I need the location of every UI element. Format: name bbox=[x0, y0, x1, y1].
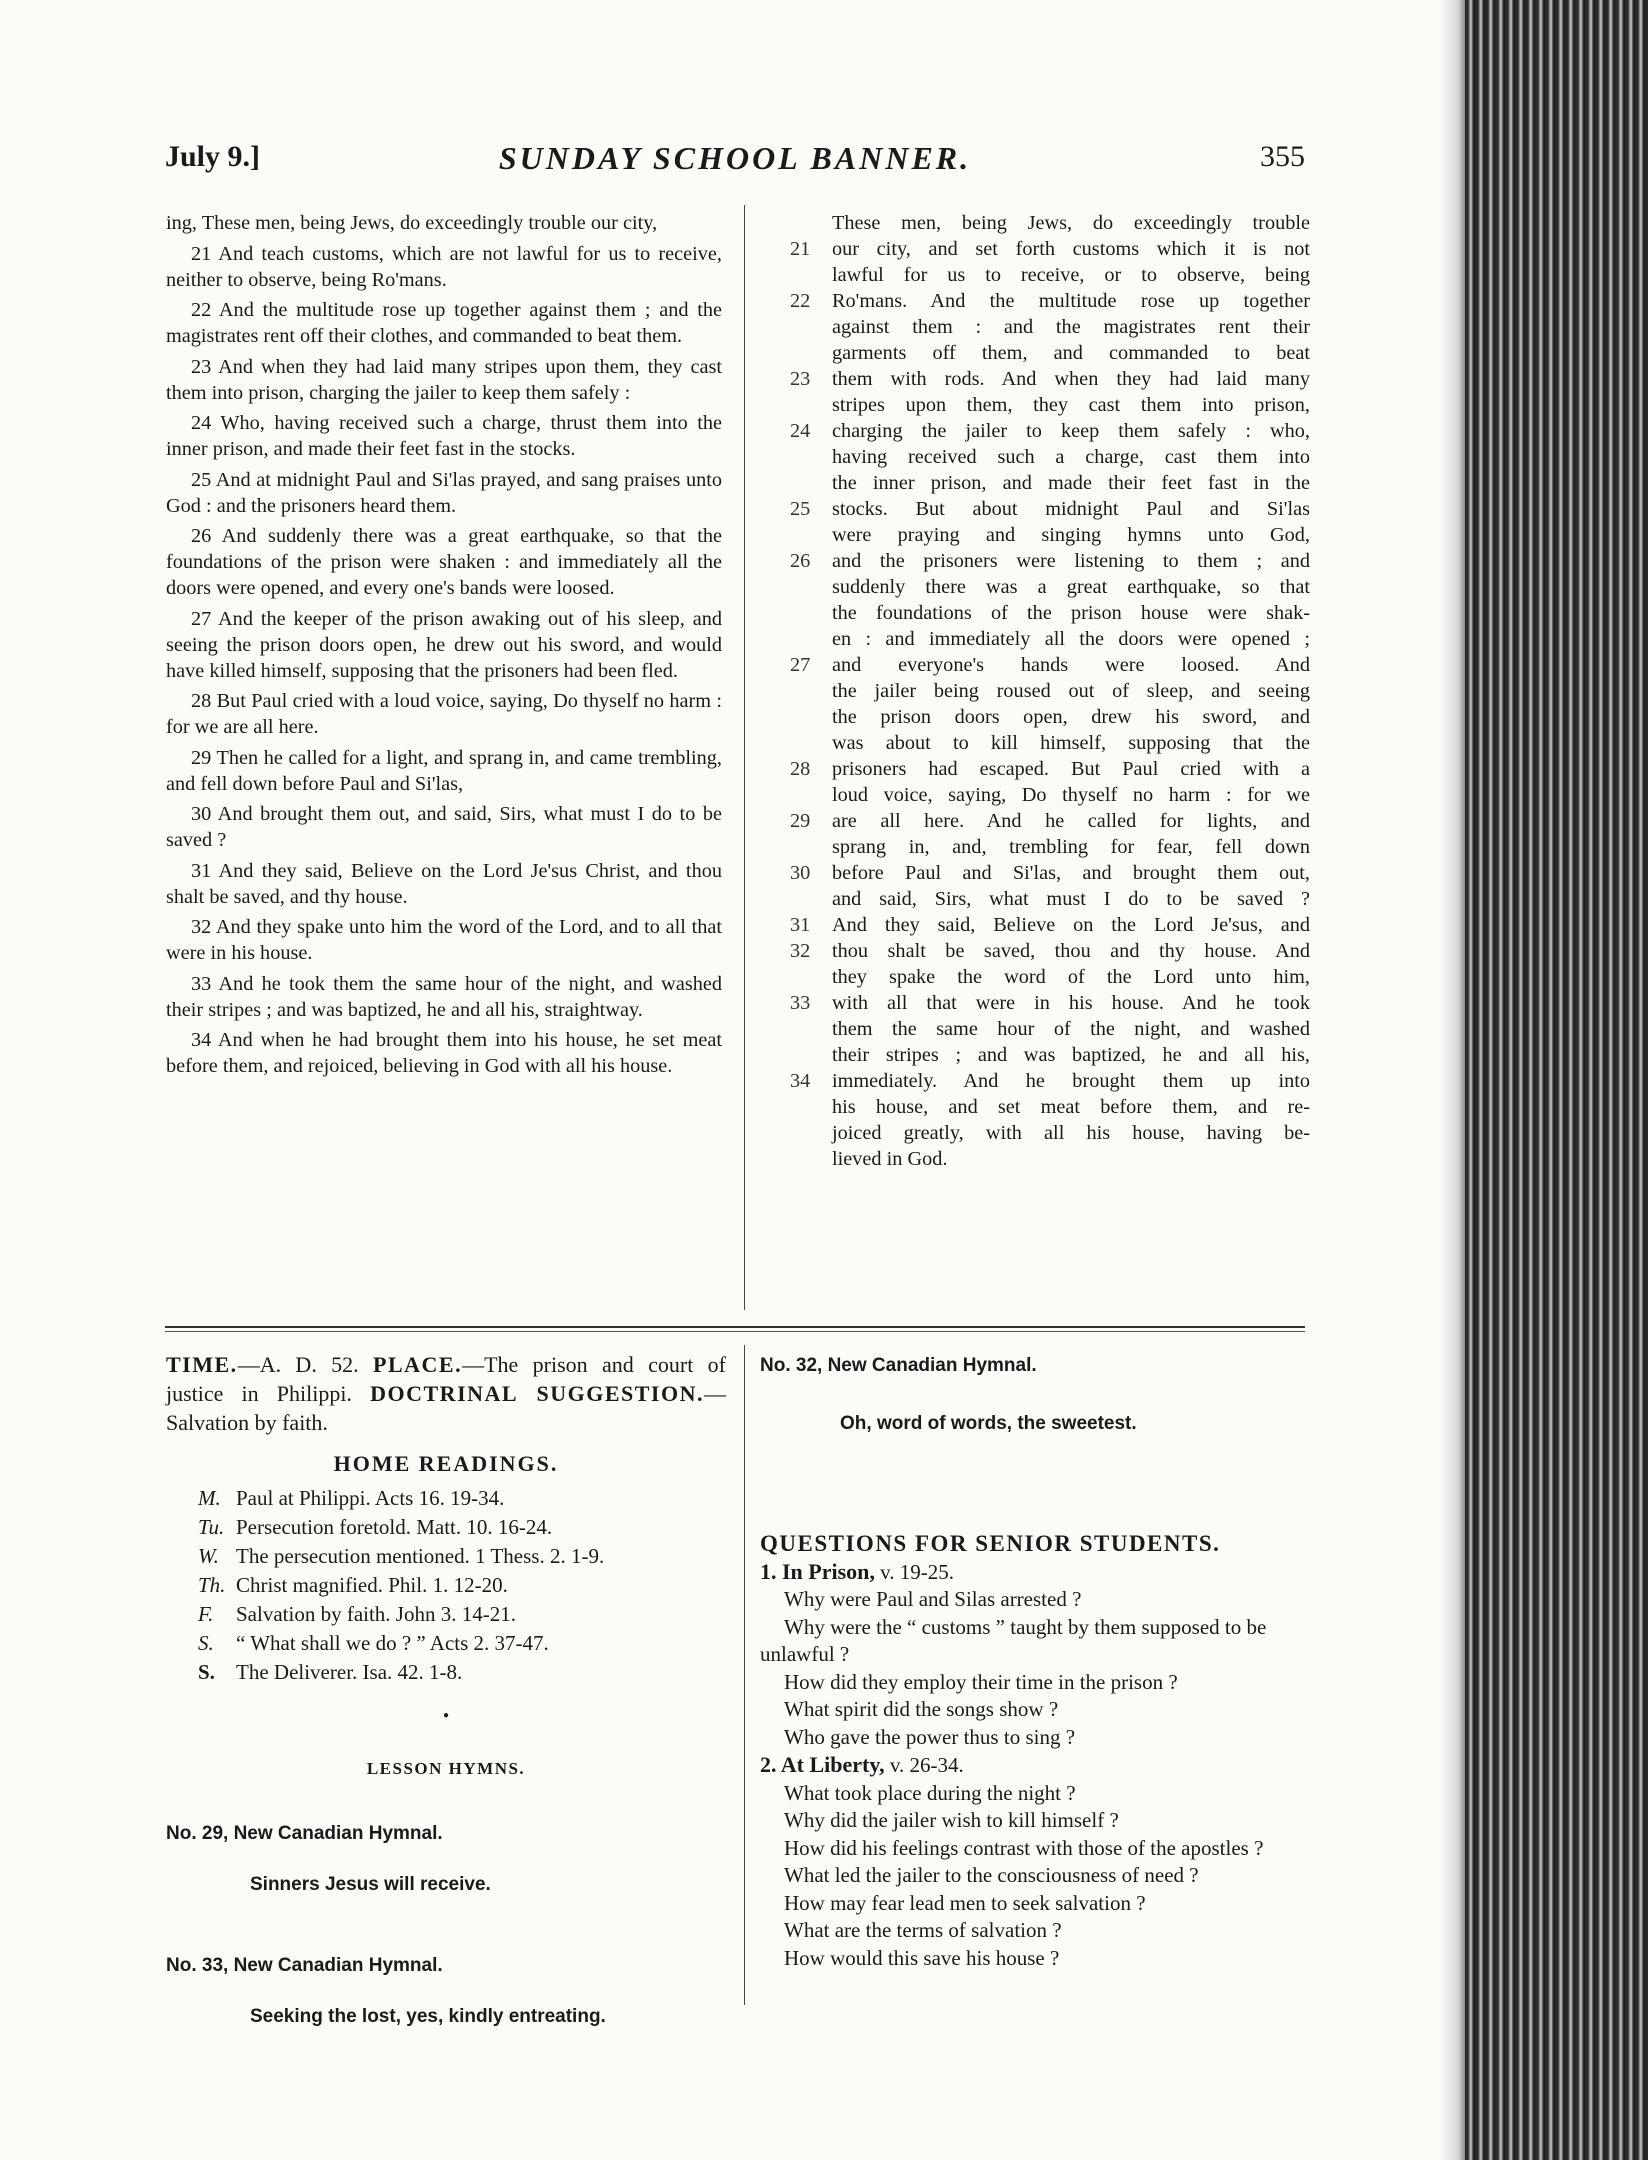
verse-text: 34 And when he had brought them into his house, he set meat before them, and rejoiced, believing in God with all his house. bbox=[166, 1029, 722, 1077]
verse-line-text: thou shalt be saved, thou and thy house. And bbox=[832, 940, 1310, 962]
question-item: Why were Paul and Silas arrested ? bbox=[784, 1587, 1082, 1611]
revised-verse-line bbox=[790, 600, 1310, 626]
verse-number bbox=[790, 730, 832, 756]
revised-verse-line bbox=[790, 262, 1310, 288]
verse-line-text: immediately. And he brought them up into bbox=[832, 1070, 1310, 1092]
revised-verse-line bbox=[790, 548, 1310, 574]
verse-line-text: the foundations of the prison house were shak- bbox=[832, 602, 1310, 624]
verse-line-text: lawful for us to receive, or to observe, being bbox=[832, 264, 1310, 286]
verse-line-text: having received such a charge, cast them into bbox=[832, 446, 1310, 468]
header-page-number: 355 bbox=[1260, 140, 1305, 173]
revised-verse-line bbox=[790, 730, 1310, 756]
question-item: How did his feelings contrast with those of the apostles ? bbox=[784, 1835, 1264, 1860]
revised-verse-line bbox=[790, 652, 1310, 678]
question-section-heading bbox=[760, 1558, 1320, 1587]
verse-line-text: loud voice, saying, Do thyself no harm : for we bbox=[832, 784, 1310, 806]
verse-number bbox=[790, 1120, 832, 1146]
reading-text: The persecution mentioned. 1 Thess. 2. 1-9. bbox=[236, 1544, 605, 1568]
verse-number bbox=[790, 210, 832, 236]
book-spine-edge bbox=[1465, 0, 1648, 2160]
lesson-notes-right bbox=[760, 1352, 1320, 1972]
verse-number bbox=[790, 444, 832, 470]
revised-verse-line bbox=[790, 1016, 1310, 1042]
question-list bbox=[760, 1586, 1320, 1751]
revised-verse-line bbox=[790, 860, 1310, 886]
question-item: What are the terms of salvation ? bbox=[784, 1918, 1062, 1942]
question-item: What spirit did the songs show ? bbox=[784, 1697, 1059, 1721]
verse-number: 21 bbox=[790, 238, 811, 260]
verse-number bbox=[790, 1094, 832, 1120]
verse-number: 33 bbox=[790, 992, 811, 1014]
verse-number: 25 bbox=[790, 498, 811, 520]
verse-line-text: was about to kill himself, supposing that the bbox=[832, 732, 1310, 754]
verse-text: 25 And at midnight Paul and Si'las prayed, and sang praises unto God : and the prisoners heard them. bbox=[166, 468, 722, 517]
revised-verse-line bbox=[790, 1146, 1310, 1172]
revised-verse-line bbox=[790, 1120, 1310, 1146]
hymn-title: Sinners Jesus will receive. bbox=[250, 1874, 491, 1895]
revised-verse-line bbox=[790, 938, 1310, 964]
revised-verse-line bbox=[790, 340, 1310, 366]
verse-number bbox=[790, 1016, 832, 1042]
verse-line-text: the inner prison, and made their feet fast in the bbox=[832, 472, 1310, 494]
verse-number bbox=[790, 574, 832, 600]
verse-line-text: and said, Sirs, what must I do to be saved ? bbox=[832, 888, 1310, 910]
reading-day: Th. bbox=[198, 1573, 226, 1597]
reading-text: Persecution foretold. Matt. 10. 16-24. bbox=[236, 1515, 553, 1539]
verse-text: 30 And brought them out, and said, Sirs, what must I do to be saved ? bbox=[166, 803, 722, 851]
home-reading-item bbox=[166, 1484, 726, 1513]
reading-text: “ What shall we do ? ” Acts 2. 37-47. bbox=[236, 1631, 549, 1655]
reading-text: Paul at Philippi. Acts 16. 19-34. bbox=[236, 1486, 505, 1510]
revised-verse-line bbox=[790, 1068, 1310, 1094]
verse-number: 27 bbox=[790, 654, 811, 676]
verse-text: 23 And when they had laid many stripes upon them, they cast them into prison, charging the jailer to keep them safely : bbox=[166, 355, 722, 404]
revised-verse-line bbox=[790, 288, 1310, 314]
revised-verse-line bbox=[790, 678, 1310, 704]
verse-number bbox=[790, 470, 832, 496]
revised-verse-line bbox=[790, 964, 1310, 990]
verse-line-text: are all here. And he called for lights, and bbox=[832, 810, 1310, 832]
verse-text: 26 And suddenly there was a great earthquake, so that the foundations of the prison were shaken : and immediately all the doors were opened, and every one's bands were loosed. bbox=[166, 525, 722, 599]
revised-verse-line bbox=[790, 912, 1310, 938]
verse-number bbox=[790, 964, 832, 990]
verse-line-text: they spake the word of the Lord unto him, bbox=[832, 966, 1310, 988]
verse-line-text: stripes upon them, they cast them into prison, bbox=[832, 394, 1310, 416]
page-header bbox=[165, 140, 1305, 184]
revised-verse-line bbox=[790, 704, 1310, 730]
revised-verse-line bbox=[790, 886, 1310, 912]
revised-verse-line bbox=[790, 444, 1310, 470]
revised-verse-line bbox=[790, 366, 1310, 392]
revised-verse-line bbox=[790, 756, 1310, 782]
question-item: How would this save his house ? bbox=[784, 1945, 1060, 1970]
question-item: What led the jailer to the consciousness of need ? bbox=[784, 1863, 1199, 1887]
revised-verse-line bbox=[790, 522, 1310, 548]
revised-verse-line bbox=[790, 574, 1310, 600]
verse-line-text: their stripes ; and was baptized, he and all his, bbox=[832, 1044, 1310, 1066]
verse-text: 21 And teach customs, which are not lawful for us to receive, neither to observe, being Ro'mans. bbox=[166, 242, 722, 291]
section-label: 1. In Prison, bbox=[760, 1558, 875, 1584]
revised-verse-line bbox=[790, 782, 1310, 808]
section-label: 2. At Liberty, bbox=[760, 1752, 885, 1777]
verse-line-text: lieved in God. bbox=[832, 1148, 948, 1170]
verse-text: 32 And they spake unto him the word of the Lord, and to all that were in his house. bbox=[166, 916, 722, 964]
question-item: How may fear lead men to seek salvation ? bbox=[784, 1890, 1146, 1915]
revised-verse-line bbox=[790, 314, 1310, 340]
reading-text: Christ magnified. Phil. 1. 12-20. bbox=[236, 1573, 508, 1597]
verse-text: 28 But Paul cried with a loud voice, saying, Do thyself no harm : for we are all here. bbox=[166, 690, 722, 738]
verse-number: 28 bbox=[790, 758, 811, 780]
verse-number bbox=[790, 704, 832, 730]
time-label: TIME. bbox=[166, 1352, 238, 1377]
verse-number bbox=[790, 392, 832, 418]
reading-day: S. bbox=[198, 1631, 214, 1655]
bullet-mark: ● bbox=[442, 1710, 450, 1721]
lesson-notes-left bbox=[166, 1350, 726, 2031]
verse-number bbox=[790, 626, 832, 652]
verse-line-text: and everyone's hands were loosed. And bbox=[832, 654, 1310, 676]
verse-line-text: And they said, Believe on the Lord Je'sus, and bbox=[832, 914, 1310, 936]
authorized-version-column bbox=[166, 210, 722, 1084]
reading-day: M. bbox=[198, 1486, 221, 1510]
lesson-hymns-title: LESSON HYMNS. bbox=[366, 1759, 526, 1778]
verse-line-text: with all that were in his house. And he took bbox=[832, 992, 1310, 1014]
verse-line-text: garments off them, and commanded to beat bbox=[832, 342, 1310, 364]
verse-line-text: his house, and set meat before them, and re- bbox=[832, 1096, 1310, 1118]
hymn-title: Seeking the lost, yes, kindly entreating. bbox=[250, 2006, 606, 2027]
home-reading-item bbox=[166, 1658, 726, 1687]
verse-number bbox=[790, 340, 832, 366]
verse-line-text: them the same hour of the night, and washed bbox=[832, 1018, 1310, 1040]
revised-verse-line bbox=[790, 1042, 1310, 1068]
question-list bbox=[760, 1780, 1320, 1973]
revised-verse-line bbox=[790, 470, 1310, 496]
verse-number bbox=[790, 600, 832, 626]
verse-text: 31 And they said, Believe on the Lord Je'sus Christ, and thou shalt be saved, and thy house. bbox=[166, 859, 722, 908]
revised-verse-line bbox=[790, 990, 1310, 1016]
hymn-reference: No. 32, New Canadian Hymnal. bbox=[760, 1355, 1037, 1376]
question-item: Why were the “ customs ” taught by them supposed to be unlawful ? bbox=[760, 1614, 1267, 1666]
column-divider bbox=[744, 205, 745, 1310]
revised-verse-line bbox=[790, 496, 1310, 522]
revised-verse-line bbox=[790, 418, 1310, 444]
home-reading-item bbox=[166, 1513, 726, 1542]
reading-text: Salvation by faith. John 3. 14-21. bbox=[236, 1602, 516, 1626]
verse-line-text: en : and immediately all the doors were opened ; bbox=[832, 628, 1310, 650]
reading-day: S. bbox=[198, 1660, 215, 1684]
question-item: Why did the jailer wish to kill himself ? bbox=[784, 1808, 1119, 1832]
section-rule-thin bbox=[165, 1331, 1305, 1332]
reading-day: Tu. bbox=[198, 1515, 225, 1539]
place-value: —The prison and court of justice in Philippi. bbox=[166, 1352, 727, 1406]
place-label: PLACE. bbox=[373, 1352, 463, 1377]
section-verse-ref: v. 19-25. bbox=[880, 1559, 955, 1584]
reading-text: The Deliverer. Isa. 42. 1-8. bbox=[236, 1660, 463, 1684]
column-divider-lower bbox=[744, 1345, 745, 2005]
doctrinal-label: DOCTRINAL SUGGESTION. bbox=[370, 1381, 704, 1406]
verse-line-text: suddenly there was a great earthquake, so that bbox=[832, 576, 1310, 598]
verse-line-text: Ro'mans. And the multitude rose up together bbox=[832, 290, 1310, 312]
reading-day: W. bbox=[198, 1544, 219, 1568]
verse-number bbox=[790, 782, 832, 808]
verse-line-text: joiced greatly, with all his house, having be- bbox=[832, 1122, 1310, 1144]
question-item: Who gave the power thus to sing ? bbox=[784, 1724, 1076, 1749]
revised-verse-line bbox=[790, 236, 1310, 262]
time-value: —A. D. 52. bbox=[237, 1352, 359, 1377]
reading-day: F. bbox=[198, 1602, 214, 1626]
revised-verse-line bbox=[790, 210, 1310, 236]
verse-number: 31 bbox=[790, 914, 811, 936]
verse-line-text: charging the jailer to keep them safely : who, bbox=[832, 420, 1310, 442]
verse-line-text: and the prisoners were listening to them ; and bbox=[832, 550, 1310, 572]
hymn-reference: No. 33, New Canadian Hymnal. bbox=[166, 1955, 443, 1976]
verse-text: 33 And he took them the same hour of the night, and washed their stripes ; and was baptized, he and all his, straightway. bbox=[166, 972, 722, 1021]
verse-number bbox=[790, 678, 832, 704]
verse-line-text: were praying and singing hymns unto God, bbox=[832, 524, 1310, 546]
verse-number: 30 bbox=[790, 862, 811, 884]
header-title: SUNDAY SCHOOL BANNER. bbox=[498, 140, 972, 176]
revised-verse-line bbox=[790, 626, 1310, 652]
home-reading-item bbox=[166, 1600, 726, 1629]
verse-line-text: sprang in, and, trembling for fear, fell down bbox=[832, 836, 1310, 858]
section-verse-ref: v. 26-34. bbox=[889, 1753, 964, 1777]
home-reading-item bbox=[166, 1629, 726, 1658]
question-item: How did they employ their time in the prison ? bbox=[784, 1669, 1178, 1694]
verse-number: 26 bbox=[790, 550, 811, 572]
verse-number bbox=[790, 1042, 832, 1068]
verse-line-text: before Paul and Si'las, and brought them out, bbox=[832, 862, 1310, 884]
verse-number bbox=[790, 314, 832, 340]
verse-line-text: These men, being Jews, do exceedingly trouble bbox=[832, 212, 1310, 234]
verse-number bbox=[790, 262, 832, 288]
questions-title: QUESTIONS FOR SENIOR STUDENTS. bbox=[760, 1531, 1221, 1556]
header-date: July 9.] bbox=[165, 140, 261, 173]
hymn-title: Oh, word of words, the sweetest. bbox=[840, 1412, 1137, 1434]
verse-line-text: against them : and the magistrates rent their bbox=[832, 316, 1310, 338]
verse-text: 29 Then he called for a light, and sprang in, and came trembling, and fell down before Paul and Si'las, bbox=[166, 746, 722, 795]
hymn-reference: No. 29, New Canadian Hymnal. bbox=[166, 1823, 443, 1844]
verse-line-text: prisoners had escaped. But Paul cried with a bbox=[832, 758, 1310, 780]
verse-text: 24 Who, having received such a charge, thrust them into the inner prison, and made their feet fast in the stocks. bbox=[166, 412, 722, 460]
verse-number: 32 bbox=[790, 940, 811, 962]
verse-text: 27 And the keeper of the prison awaking out of his sleep, and seeing the prison doors open, he drew out his sword, and would have killed himself, supposing that the prisoners had been fled. bbox=[166, 607, 722, 682]
verse-number bbox=[790, 1146, 832, 1172]
verse-number bbox=[790, 834, 832, 860]
verse-number: 34 bbox=[790, 1070, 811, 1092]
verse-line-text: them with rods. And when they had laid many bbox=[832, 368, 1310, 390]
verse-line-text: our city, and set forth customs which it is not bbox=[832, 238, 1310, 260]
verse-text: ing, These men, being Jews, do exceedingly trouble our city, bbox=[166, 212, 658, 234]
verse-line-text: the jailer being roused out of sleep, and seeing bbox=[832, 680, 1310, 702]
doctrinal-value: —Salvation by faith. bbox=[166, 1381, 726, 1435]
home-readings-title: HOME READINGS. bbox=[333, 1451, 559, 1476]
verse-number bbox=[790, 522, 832, 548]
question-item: What took place during the night ? bbox=[784, 1780, 1076, 1805]
verse-number: 22 bbox=[790, 290, 811, 312]
revised-verse-line bbox=[790, 1094, 1310, 1120]
verse-line-text: the prison doors open, drew his sword, and bbox=[832, 706, 1310, 728]
home-readings-list bbox=[166, 1484, 726, 1687]
section-rule bbox=[165, 1326, 1305, 1328]
revised-verse-line bbox=[790, 808, 1310, 834]
question-section-heading bbox=[760, 1751, 1320, 1780]
home-reading-item bbox=[166, 1571, 726, 1600]
verse-line-text: stocks. But about midnight Paul and Si'las bbox=[832, 498, 1310, 520]
home-reading-item bbox=[166, 1542, 726, 1571]
verse-text: 22 And the multitude rose up together against them ; and the magistrates rent off their clothes, and commanded to beat them. bbox=[166, 299, 722, 347]
revised-verse-line bbox=[790, 392, 1310, 418]
verse-number: 24 bbox=[790, 420, 811, 442]
verse-number: 23 bbox=[790, 368, 811, 390]
revised-version-column bbox=[790, 210, 1310, 1172]
verse-number: 29 bbox=[790, 810, 811, 832]
revised-verse-line bbox=[790, 834, 1310, 860]
verse-number bbox=[790, 886, 832, 912]
